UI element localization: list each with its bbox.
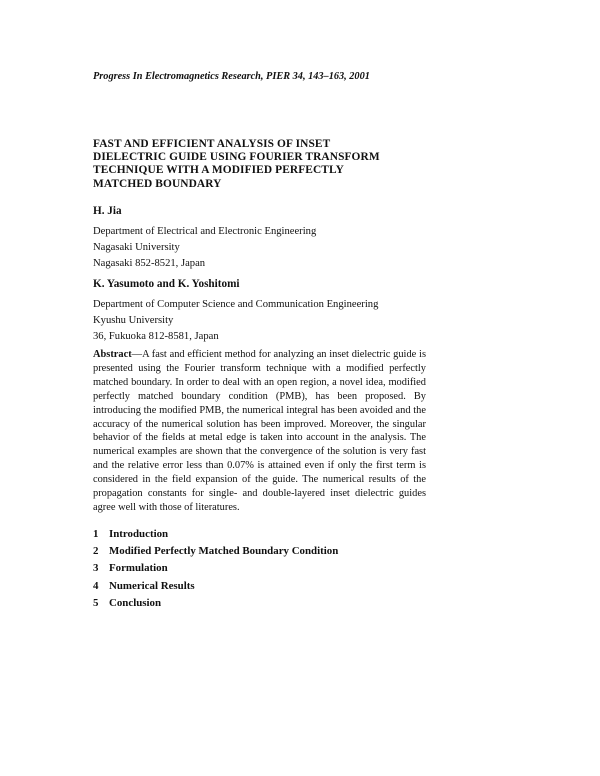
toc-number: 4 [93, 579, 99, 592]
title-line: FAST AND EFFICIENT ANALYSIS OF INSET [93, 138, 331, 150]
journal-citation: Progress In Electromagnetics Research, PIER 34, 143–163, 2001 [93, 71, 370, 82]
toc-label: Introduction [109, 528, 169, 540]
affiliation-line: Department of Electrical and Electronic Engineering [93, 226, 317, 237]
affiliation-line: Department of Computer Science and Communication Engineering [93, 299, 379, 310]
affiliation-line: Nagasaki 852-8521, Japan [93, 257, 206, 269]
affiliation-line: Nagasaki University [93, 241, 180, 253]
toc-label: Modified Perfectly Matched Boundary Condition [109, 545, 339, 558]
abstract-text: A fast and efficient method for analyzing an inset dielectric guide is presented using the Fourier transform technique with a modified perfectly matched boundary. In order to deal with an open region, a novel idea, modified perfectly matched boundary condition (PMB), has been proposed. By introducing the modified PMB, the numerical integral has been avoided and the accuracy of the numerical solution has been improved. Moreover, the singular behavior of the fields at metal edge is taken into account in the analysis. The numerical examples are shown that the convergence of the solution is very fast and the relative error less than 0.07% is attained even if only the first term is considered in the field expansion of the guide. The numerical results of the propagation constants for single- and double-layered inset dielectric guides agree well with those of literatures. [93, 349, 426, 513]
affiliation-second [93, 297, 378, 344]
toc-number: 1 [93, 528, 99, 540]
toc-item [93, 578, 338, 595]
title-line: DIELECTRIC GUIDE USING FOURIER TRANSFORM [93, 151, 380, 164]
affiliation-line: 36, Fukuoka 812-8581, Japan [93, 330, 219, 342]
toc-number: 2 [93, 545, 99, 558]
title-line: TECHNIQUE WITH A MODIFIED PERFECTLY [93, 164, 344, 177]
author-name-second: K. Yasumoto and K. Yoshitomi [93, 278, 240, 290]
table-of-contents [93, 526, 338, 612]
author-name-first: H. Jia [93, 205, 122, 217]
toc-item [93, 543, 338, 560]
toc-label: Numerical Results [109, 579, 195, 592]
affiliation-line: Kyushu University [93, 314, 174, 326]
title-line: MATCHED BOUNDARY [93, 177, 222, 190]
toc-label: Conclusion [109, 596, 162, 609]
toc-item [93, 595, 338, 612]
toc-number: 5 [93, 596, 99, 609]
toc-label: Formulation [109, 562, 168, 575]
toc-item [93, 526, 338, 543]
abstract-dash: — [131, 349, 143, 360]
affiliation-first [93, 224, 316, 271]
toc-number: 3 [93, 562, 99, 575]
toc-item [93, 560, 338, 577]
abstract-label: Abstract [93, 349, 132, 360]
paper-title [93, 138, 433, 191]
abstract [93, 348, 426, 515]
